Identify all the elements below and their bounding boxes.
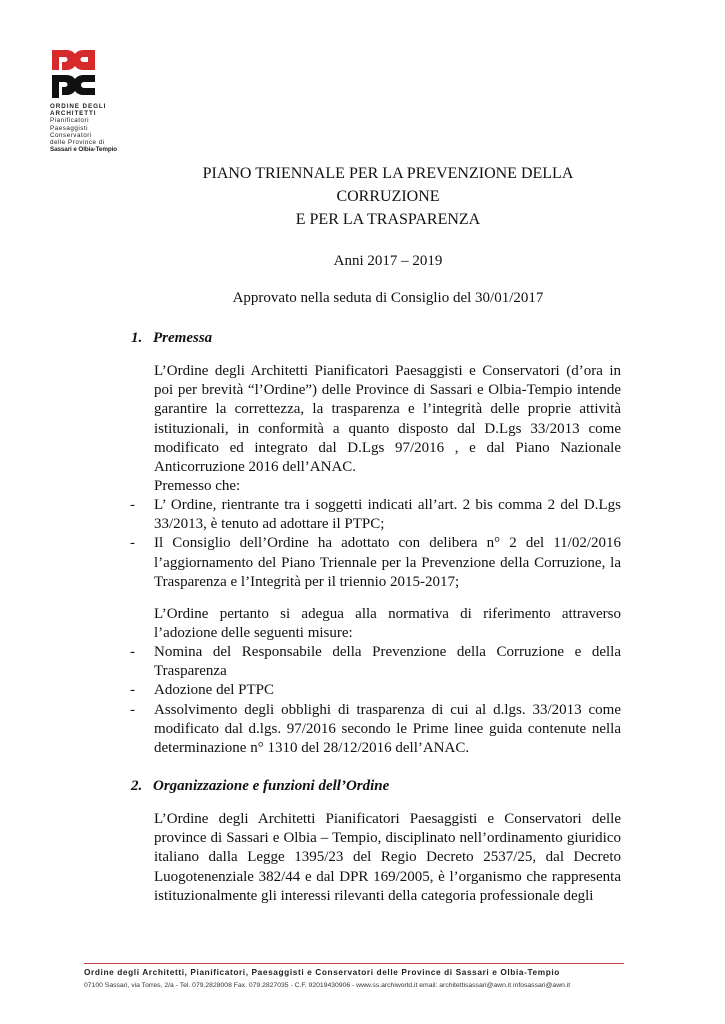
logo-role-line: Paesaggisti — [50, 124, 89, 132]
approval-date: Approvato nella seduta di Consiglio del 30/01/2017 — [232, 290, 544, 306]
section-number: 1. — [131, 330, 143, 346]
section-2-heading — [131, 778, 389, 795]
logo-text — [50, 103, 120, 153]
list-item: - Assolvimento degli obblighi di trasparenza di cui al d.lgs. 33/2013 come modificato dal d.lgs. 97/2016 secondo le Prime linee guida contenute nella determinazione n° 1310 del 28/12/2016 dell’ANAC. — [130, 701, 621, 759]
section-number: 2. — [131, 778, 143, 794]
premesso-che: Premesso che: — [154, 478, 241, 494]
section-1-heading — [131, 330, 212, 347]
title-line: PIANO TRIENNALE PER LA PREVENZIONE DELLA — [202, 165, 574, 182]
section-title: Premessa — [153, 330, 213, 346]
ordine-logo-mark — [50, 48, 106, 100]
title-line: E PER LA TRASPARENZA — [295, 211, 481, 228]
footer-organization: Ordine degli Architetti, Pianificatori, Paesaggisti e Conservatori delle Province di Sassari e Olbia-Tempio — [84, 967, 560, 977]
measures-list — [130, 643, 621, 758]
document-title — [133, 162, 643, 231]
logo-role-line: delle Province di — [50, 139, 105, 147]
logo-region: Sassari e Olbia-Tempio — [50, 146, 117, 154]
years: Anni 2017 – 2019 — [333, 253, 443, 269]
logo — [50, 48, 120, 153]
list-item: - L’ Ordine, rientrante tra i soggetti indicati all’art. 2 bis comma 2 del D.Lgs 33/2013, è tenuto ad adottare il PTPC; — [130, 496, 621, 534]
premesso-list — [130, 496, 621, 592]
logo-name-line: ORDINE DEGLI — [50, 103, 107, 110]
section-2-text: L’Ordine degli Architetti Pianificatori Paesaggisti e Conservatori delle province di Sassari e Olbia – Tempio, disciplinato nell’ordinamento giuridico italiano dalla Legge 1395/23 del Regio Decreto 2537/25, dal Decreto Luogotenenziale 382/44 e dal DPR 169/2005, è l’organismo che rappresenta istituzionalmente gli interessi rilevanti della categoria professionale degli — [154, 811, 621, 904]
section-title: Organizzazione e funzioni dell’Ordine — [153, 778, 390, 794]
footer-divider — [84, 963, 624, 964]
list-item: - Nomina del Responsabile della Prevenzione della Corruzione e della Trasparenza — [130, 643, 621, 681]
section-1-intro: L’Ordine degli Architetti Pianificatori Paesaggisti e Conservatori (d’ora in poi per brevità “l’Ordine”) delle Province di Sassari e Olbia-Tempio intende garantire la correttezza, la trasparenza e l’integrità delle proprie attività istituzionali, in conformità a quanto disposto dal D.Lgs 33/2013 come modificato ed integrato dal D.Lgs 97/2016 , e dal Piano Nazionale Anticorruzione 2016 dell’ANAC. — [154, 363, 621, 476]
list-item: - Adozione del PTPC — [130, 681, 621, 700]
list-item: - Il Consiglio dell’Ordine ha adottato con delibera n° 2 del 11/02/2016 l’aggiornamento del Piano Triennale per la Prevenzione della Corruzione, la Trasparenza e l’Integrità per il triennio 2015-2017; — [130, 534, 621, 592]
logo-name-line: ARCHITETTI — [50, 110, 97, 118]
logo-role-line: Pianificatori — [50, 117, 90, 125]
adegua-paragraph: L’Ordine pertanto si adegua alla normativa di riferimento attraverso l’adozione delle seguenti misure: — [154, 606, 621, 642]
title-line: CORRUZIONE — [336, 188, 440, 205]
logo-role-line: Conservatori — [50, 131, 92, 139]
footer-contacts: 07100 Sassari, via Torres, 2/a - Tel. 079.2828008 Fax. 079.2827035 - C.F. 92019430906 - www.ss.archiworld.it email: architettisassari@awn.it infosassari@awn.it — [84, 982, 571, 989]
